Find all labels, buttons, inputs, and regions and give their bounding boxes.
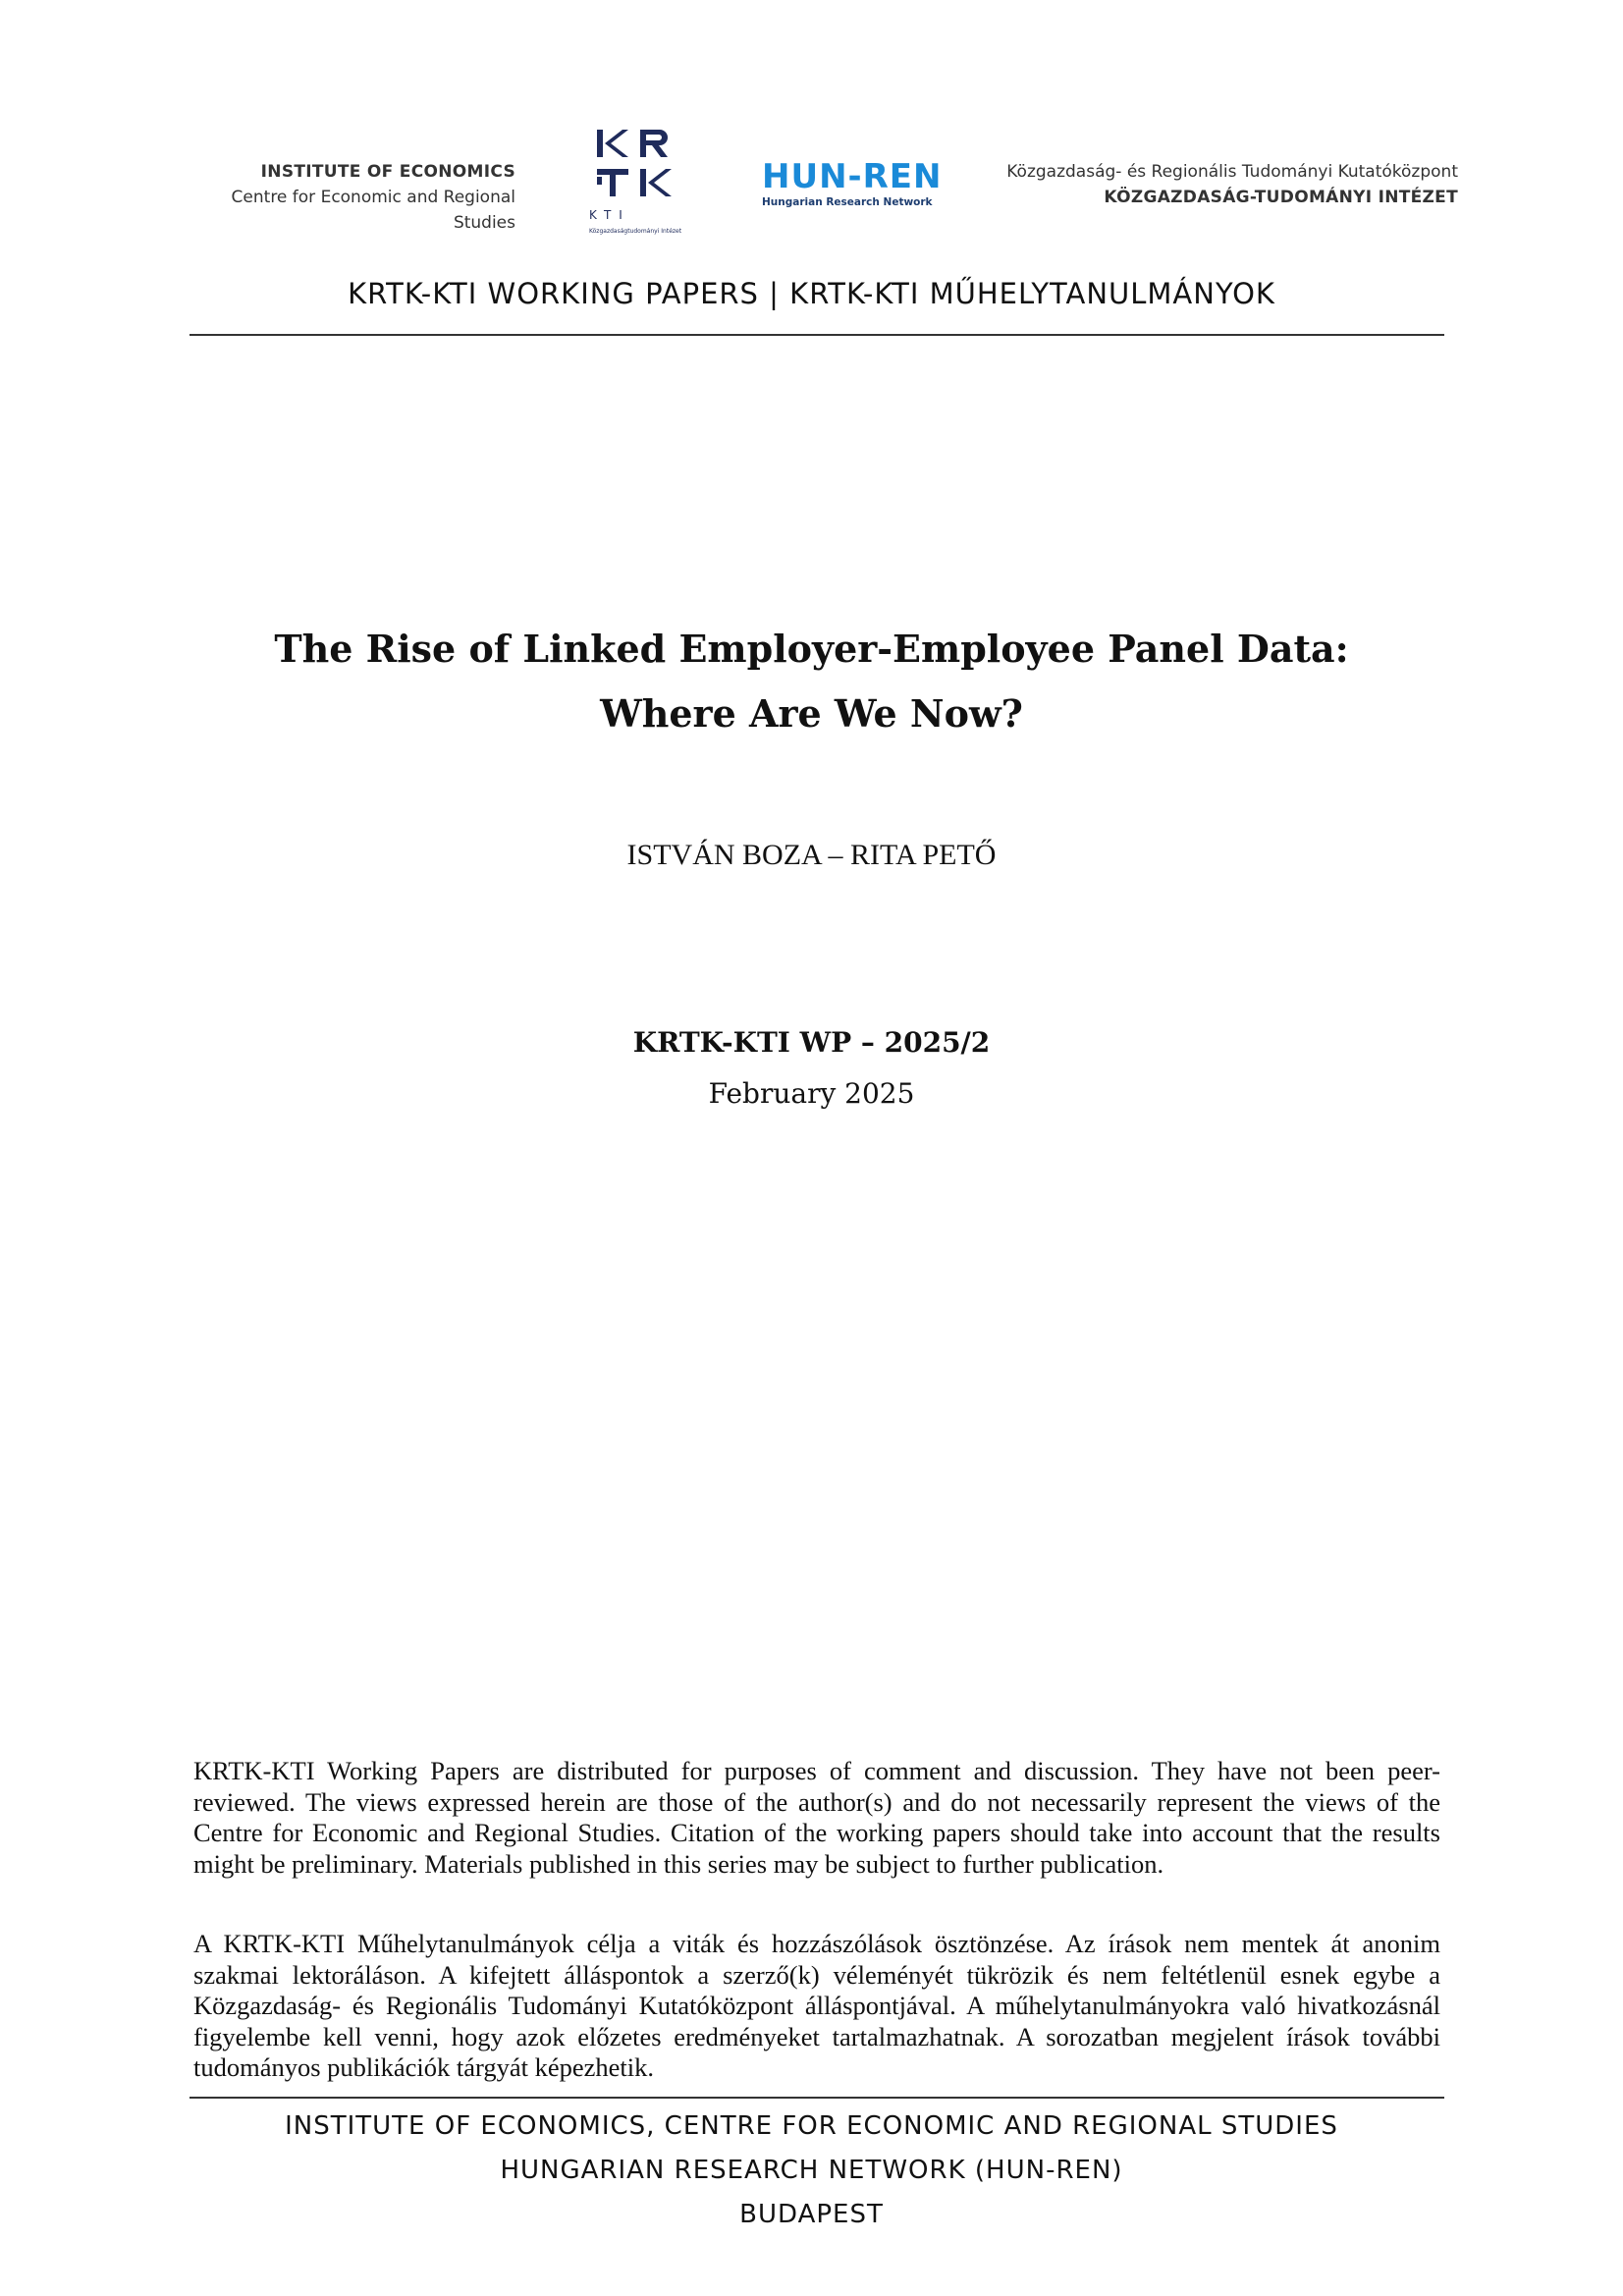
paper-title (0, 617, 1623, 746)
hun-ren-logo (762, 157, 958, 208)
header-divider (189, 334, 1444, 336)
krtk-mark-icon (589, 126, 687, 204)
disclaimer-english: KRTK-KTI Working Papers are distributed for purposes of comment and discussion. They have not been peer-reviewed. The views expressed herein are those of the author(s) and do not necessarily represent the views of the Centre for Economic and Regional Studies. Citation of the working papers should take into account that the results might be preliminary. Materials published in this series may be subject to further publication. (193, 1756, 1440, 1879)
paper-title-line2: Where Are We Now? (600, 691, 1023, 736)
hun-ren-name: HUN-REN (762, 157, 943, 196)
footer-line3: BUDAPEST (739, 2200, 884, 2229)
paper-authors: ISTVÁN BOZA – RITA PETŐ (626, 839, 997, 871)
disclaimer-hungarian: A KRTK-KTI Műhelytanulmányok célja a viták és hozzászólások ösztönzése. Az írások nem mentek át anonim szakmai lektoráláson. A kifejtett álláspontok a szerző(k) véleményét tükrözik és nem feltétlenül esnek egybe a Közgazdaság- és Regionális Tudományi Kutatóközpont álláspontjával. A műhelytanulmányokra való hivatkozásnál figyelembe kell venni, hogy azok előzetes eredményeket tartalmazhatnak. A sorozatban megjelent írások további tudományos publikációk tárgyát képezhetik. (193, 1929, 1440, 2082)
kti-logo-line1: Közgazdaság- és Regionális Tudományi Kutatóközpont (1006, 162, 1458, 182)
paper-title-line1: The Rise of Linked Employer-Employee Panel Data: (274, 627, 1349, 671)
institute-of-economics-logo (177, 159, 515, 236)
institute-logo-line1: INSTITUTE OF ECONOMICS (260, 162, 515, 182)
krtk-kti-caption: KTI (589, 208, 630, 222)
hun-ren-subtitle: Hungarian Research Network (762, 196, 933, 208)
institute-logo-line2: Centre for Economic and Regional Studies (231, 188, 515, 233)
series-header: KRTK-KTI WORKING PAPERS | KRTK-KTI MŰHELYTANULMÁNYOK (348, 277, 1275, 310)
krtk-kti-logo (589, 126, 687, 246)
footer-line1: INSTITUTE OF ECONOMICS, CENTRE FOR ECONOMIC AND REGIONAL STUDIES (285, 2111, 1338, 2141)
publication-date: February 2025 (708, 1077, 915, 1110)
kti-hungarian-logo (992, 159, 1458, 210)
kti-logo-line2: KÖZGAZDASÁG-TUDOMÁNYI INTÉZET (1104, 188, 1458, 207)
krtk-subtitle: Közgazdaságtudományi Intézet (589, 228, 682, 235)
footer-line2: HUNGARIAN RESEARCH NETWORK (HUN-REN) (500, 2156, 1123, 2185)
working-paper-number: KRTK-KTI WP – 2025/2 (632, 1026, 991, 1059)
footer-divider (189, 2097, 1444, 2099)
